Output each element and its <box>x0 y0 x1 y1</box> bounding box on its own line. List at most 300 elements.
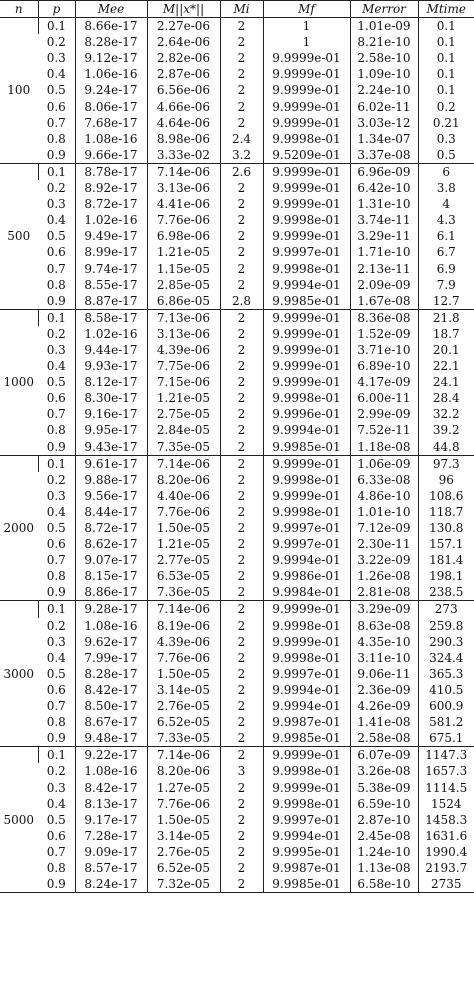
table-row <box>0 455 474 472</box>
cell-mx: 7.36e-05 <box>147 584 220 601</box>
cell-mx: 7.76e-06 <box>147 212 220 228</box>
cell-mtime: 24.1 <box>418 374 474 390</box>
cell-mi: 2 <box>220 650 263 666</box>
cell-p: 0.5 <box>46 83 66 98</box>
table-row <box>0 374 474 390</box>
table-row <box>0 244 474 260</box>
cell-mtime: 1990.4 <box>418 844 474 860</box>
cell-mf: 9.9999e-01 <box>263 309 350 326</box>
cell-mx: 6.56e-06 <box>147 82 220 98</box>
cell-mee: 8.55e-17 <box>75 277 147 293</box>
header-mf: Mf <box>263 1 350 18</box>
cell-p: 0.5 <box>46 375 66 390</box>
table-row <box>0 326 474 342</box>
cell-mtime: 198.1 <box>418 568 474 584</box>
table-row <box>0 828 474 844</box>
cell-mf: 9.9985e-01 <box>263 439 350 456</box>
cell-mee: 8.42e-17 <box>75 682 147 698</box>
cell-merror: 1.01e-10 <box>350 504 418 520</box>
cell-mi: 2 <box>220 876 263 893</box>
cell-mtime: 0.2 <box>418 99 474 115</box>
cell-merror: 6.00e-11 <box>350 390 418 406</box>
cell-mx: 1.21e-05 <box>147 536 220 552</box>
cell-mx: 8.20e-06 <box>147 472 220 488</box>
cell-mx: 6.86e-05 <box>147 293 220 310</box>
cell-mi: 2 <box>220 844 263 860</box>
cell-mi: 2 <box>220 374 263 390</box>
cell-mx: 2.87e-06 <box>147 66 220 82</box>
cell-p: 0.7 <box>46 407 66 422</box>
cell-mi: 2 <box>220 439 263 456</box>
cell-mf: 9.9997e-01 <box>263 812 350 828</box>
cell-merror: 6.59e-10 <box>350 796 418 812</box>
cell-mf: 9.9997e-01 <box>263 666 350 682</box>
cell-mf: 9.9994e-01 <box>263 277 350 293</box>
cell-mtime: 28.4 <box>418 390 474 406</box>
cell-mtime: 2193.7 <box>418 860 474 876</box>
table-row <box>0 196 474 212</box>
cell-mee: 8.62e-17 <box>75 536 147 552</box>
cell-p: 0.8 <box>46 715 66 730</box>
table-row <box>0 390 474 406</box>
table-row <box>0 439 474 456</box>
cell-merror: 4.26e-09 <box>350 698 418 714</box>
cell-mee: 8.44e-17 <box>75 504 147 520</box>
cell-mf: 9.9997e-01 <box>263 520 350 536</box>
cell-mtime: 18.7 <box>418 326 474 342</box>
cell-mf: 9.5209e-01 <box>263 147 350 164</box>
cell-mi: 2 <box>220 455 263 472</box>
cell-mf: 9.9998e-01 <box>263 261 350 277</box>
cell-p: 0.3 <box>46 342 66 357</box>
cell-mee: 8.58e-17 <box>75 309 147 326</box>
table-row <box>0 163 474 180</box>
cell-mx: 4.40e-06 <box>147 488 220 504</box>
cell-mf: 9.9987e-01 <box>263 714 350 730</box>
cell-mtime: 1458.3 <box>418 812 474 828</box>
cell-mtime: 21.8 <box>418 309 474 326</box>
cell-mee: 8.28e-17 <box>75 666 147 682</box>
cell-mf: 9.9987e-01 <box>263 860 350 876</box>
cell-mf: 9.9999e-01 <box>263 358 350 374</box>
cell-mx: 2.84e-05 <box>147 422 220 438</box>
table-row <box>0 520 474 536</box>
cell-mtime: 259.8 <box>418 618 474 634</box>
table-row <box>0 66 474 82</box>
cell-mee: 8.87e-17 <box>75 293 147 310</box>
cell-mf: 9.9999e-01 <box>263 326 350 342</box>
cell-mi: 2 <box>220 115 263 131</box>
table-row <box>0 714 474 730</box>
cell-mee: 8.06e-17 <box>75 99 147 115</box>
cell-mi: 2 <box>220 618 263 634</box>
table-header <box>0 1 474 18</box>
table-row <box>0 309 474 326</box>
cell-mf: 9.9999e-01 <box>263 196 350 212</box>
cell-mi: 2 <box>220 18 263 35</box>
cell-mee: 1.08e-16 <box>75 763 147 779</box>
cell-mf: 9.9999e-01 <box>263 50 350 66</box>
cell-p: 0.8 <box>46 423 66 438</box>
table-row <box>0 34 474 50</box>
cell-mx: 2.75e-05 <box>147 406 220 422</box>
cell-mi: 2 <box>220 390 263 406</box>
cell-p: 0.6 <box>46 245 66 260</box>
cell-mi: 2 <box>220 99 263 115</box>
cell-merror: 6.58e-10 <box>350 876 418 893</box>
cell-merror: 1.67e-08 <box>350 293 418 310</box>
cell-mx: 3.13e-06 <box>147 326 220 342</box>
cell-mee: 7.99e-17 <box>75 650 147 666</box>
cell-mf: 9.9998e-01 <box>263 504 350 520</box>
cell-mi: 2 <box>220 277 263 293</box>
cell-merror: 1.01e-09 <box>350 18 418 35</box>
cell-p: 0.6 <box>46 391 66 406</box>
cell-mf: 9.9998e-01 <box>263 212 350 228</box>
cell-merror: 1.71e-10 <box>350 244 418 260</box>
cell-mee: 9.95e-17 <box>75 422 147 438</box>
cell-mtime: 39.2 <box>418 422 474 438</box>
cell-mee: 9.48e-17 <box>75 730 147 747</box>
cell-mee: 9.09e-17 <box>75 844 147 860</box>
cell-mx: 2.85e-05 <box>147 277 220 293</box>
cell-mi: 2 <box>220 601 263 618</box>
cell-mf: 9.9999e-01 <box>263 601 350 618</box>
cell-mx: 6.53e-05 <box>147 568 220 584</box>
cell-mi: 2 <box>220 309 263 326</box>
cell-p: 0.6 <box>46 99 66 114</box>
table-row <box>0 730 474 747</box>
cell-mx: 7.14e-06 <box>147 747 220 764</box>
cell-mi: 2 <box>220 488 263 504</box>
cell-mee: 8.72e-17 <box>75 520 147 536</box>
cell-p: 0.2 <box>46 618 66 633</box>
cell-n: 5000 <box>3 812 35 827</box>
cell-n: 3000 <box>3 666 35 681</box>
cell-p: 0.9 <box>46 147 66 162</box>
cell-p: 0.9 <box>46 439 66 454</box>
cell-p: 0.9 <box>46 877 66 892</box>
cell-mx: 7.14e-06 <box>147 601 220 618</box>
cell-mee: 8.28e-17 <box>75 34 147 50</box>
cell-mee: 8.50e-17 <box>75 698 147 714</box>
cell-mi: 2 <box>220 812 263 828</box>
cell-mi: 2 <box>220 698 263 714</box>
cell-merror: 6.33e-08 <box>350 472 418 488</box>
cell-merror: 2.99e-09 <box>350 406 418 422</box>
cell-mx: 8.98e-06 <box>147 131 220 147</box>
header-n: n <box>14 2 23 16</box>
cell-p: 0.8 <box>46 131 66 146</box>
cell-p: 0.7 <box>46 115 66 130</box>
cell-merror: 3.22e-09 <box>350 552 418 568</box>
cell-mtime: 97.3 <box>418 455 474 472</box>
cell-mee: 9.74e-17 <box>75 261 147 277</box>
cell-mx: 1.50e-05 <box>147 520 220 536</box>
cell-merror: 3.74e-11 <box>350 212 418 228</box>
cell-mee: 9.62e-17 <box>75 634 147 650</box>
cell-merror: 1.26e-08 <box>350 568 418 584</box>
cell-mx: 6.98e-06 <box>147 228 220 244</box>
cell-mi: 2 <box>220 730 263 747</box>
cell-mtime: 0.1 <box>418 66 474 82</box>
table-row <box>0 228 474 244</box>
cell-merror: 3.29e-09 <box>350 601 418 618</box>
cell-mf: 9.9999e-01 <box>263 455 350 472</box>
cell-mee: 7.68e-17 <box>75 115 147 131</box>
cell-merror: 1.18e-08 <box>350 439 418 456</box>
cell-p: 0.3 <box>46 634 66 649</box>
cell-mtime: 273 <box>418 601 474 618</box>
cell-mee: 1.02e-16 <box>75 212 147 228</box>
cell-p: 0.2 <box>46 326 66 341</box>
cell-mtime: 4.3 <box>418 212 474 228</box>
table-row <box>0 422 474 438</box>
cell-mf: 9.9999e-01 <box>263 163 350 180</box>
table-row <box>0 358 474 374</box>
cell-merror: 4.86e-10 <box>350 488 418 504</box>
cell-p: 0.4 <box>46 359 66 374</box>
cell-mi: 2.8 <box>220 293 263 310</box>
cell-mf: 9.9995e-01 <box>263 844 350 860</box>
cell-merror: 2.87e-10 <box>350 812 418 828</box>
cell-mtime: 44.8 <box>418 439 474 456</box>
cell-mx: 7.33e-05 <box>147 730 220 747</box>
table-row <box>0 406 474 422</box>
cell-mtime: 22.1 <box>418 358 474 374</box>
cell-p: 0.4 <box>46 796 66 811</box>
table-row <box>0 552 474 568</box>
cell-mtime: 118.7 <box>418 504 474 520</box>
cell-mf: 9.9996e-01 <box>263 406 350 422</box>
table-row <box>0 698 474 714</box>
table-row <box>0 261 474 277</box>
cell-mf: 9.9986e-01 <box>263 568 350 584</box>
cell-mf: 1 <box>263 18 350 35</box>
cell-mf: 9.9994e-01 <box>263 552 350 568</box>
cell-merror: 3.26e-08 <box>350 763 418 779</box>
table-row <box>0 682 474 698</box>
cell-mx: 7.14e-06 <box>147 163 220 180</box>
table-row <box>0 876 474 893</box>
cell-mtime: 365.3 <box>418 666 474 682</box>
cell-mi: 2 <box>220 358 263 374</box>
cell-mtime: 4 <box>418 196 474 212</box>
cell-mee: 8.67e-17 <box>75 714 147 730</box>
cell-merror: 9.06e-11 <box>350 666 418 682</box>
cell-p: 0.5 <box>46 666 66 681</box>
cell-mf: 9.9998e-01 <box>263 650 350 666</box>
cell-mtime: 675.1 <box>418 730 474 747</box>
cell-p: 0.5 <box>46 229 66 244</box>
header-mee: Mee <box>75 1 147 18</box>
cell-n: 100 <box>7 83 31 98</box>
cell-mtime: 6 <box>418 163 474 180</box>
cell-p: 0.5 <box>46 521 66 535</box>
cell-mtime: 6.7 <box>418 244 474 260</box>
cell-mee: 1.08e-16 <box>75 618 147 634</box>
cell-merror: 6.07e-09 <box>350 747 418 764</box>
cell-mx: 7.75e-06 <box>147 358 220 374</box>
cell-n: 2000 <box>3 521 35 535</box>
table-row <box>0 618 474 634</box>
cell-p: 0.2 <box>46 35 66 50</box>
cell-mtime: 3.8 <box>418 180 474 196</box>
cell-mf: 9.9998e-01 <box>263 763 350 779</box>
cell-merror: 2.13e-11 <box>350 261 418 277</box>
cell-mi: 2 <box>220 520 263 536</box>
cell-mee: 1.08e-16 <box>75 131 147 147</box>
cell-mi: 2 <box>220 82 263 98</box>
cell-merror: 8.21e-10 <box>350 34 418 50</box>
cell-mi: 2 <box>220 536 263 552</box>
cell-mi: 2 <box>220 244 263 260</box>
table-row <box>0 131 474 147</box>
cell-mee: 8.99e-17 <box>75 244 147 260</box>
cell-mx: 1.15e-05 <box>147 261 220 277</box>
cell-merror: 8.36e-08 <box>350 309 418 326</box>
cell-mi: 2 <box>220 342 263 358</box>
cell-mtime: 1524 <box>418 796 474 812</box>
cell-p: 0.1 <box>38 747 75 764</box>
cell-mf: 9.9999e-01 <box>263 488 350 504</box>
cell-mx: 1.21e-05 <box>147 390 220 406</box>
table-row <box>0 536 474 552</box>
cell-mtime: 157.1 <box>418 536 474 552</box>
cell-p: 0.1 <box>38 163 75 180</box>
cell-mee: 8.12e-17 <box>75 374 147 390</box>
table-row <box>0 780 474 796</box>
cell-merror: 3.71e-10 <box>350 342 418 358</box>
cell-mf: 9.9998e-01 <box>263 131 350 147</box>
cell-mi: 2 <box>220 682 263 698</box>
cell-mf: 9.9999e-01 <box>263 115 350 131</box>
cell-mtime: 2735 <box>418 876 474 893</box>
cell-mx: 2.27e-06 <box>147 18 220 35</box>
cell-p: 0.7 <box>46 553 66 568</box>
cell-mx: 7.76e-06 <box>147 796 220 812</box>
cell-mf: 9.9999e-01 <box>263 99 350 115</box>
cell-mtime: 0.1 <box>418 34 474 50</box>
cell-mx: 4.41e-06 <box>147 196 220 212</box>
cell-mf: 9.9998e-01 <box>263 796 350 812</box>
cell-p: 0.2 <box>46 472 66 487</box>
table-row <box>0 568 474 584</box>
cell-merror: 3.29e-11 <box>350 228 418 244</box>
header-mx <box>147 1 220 18</box>
cell-mee: 9.16e-17 <box>75 406 147 422</box>
cell-p: 0.7 <box>46 261 66 276</box>
cell-mee: 9.17e-17 <box>75 812 147 828</box>
cell-mtime: 1147.3 <box>418 747 474 764</box>
cell-p: 0.7 <box>46 844 66 859</box>
cell-mtime: 20.1 <box>418 342 474 358</box>
cell-merror: 2.58e-10 <box>350 50 418 66</box>
cell-mx: 6.52e-05 <box>147 714 220 730</box>
cell-mee: 9.66e-17 <box>75 147 147 164</box>
cell-mi: 2 <box>220 261 263 277</box>
cell-mee: 9.49e-17 <box>75 228 147 244</box>
cell-mtime: 324.4 <box>418 650 474 666</box>
cell-merror: 1.31e-10 <box>350 196 418 212</box>
group-n-2000 <box>0 455 474 601</box>
cell-mi: 2 <box>220 568 263 584</box>
cell-mi: 2 <box>220 422 263 438</box>
table-row <box>0 277 474 293</box>
cell-mx: 2.76e-05 <box>147 844 220 860</box>
table-row <box>0 180 474 196</box>
cell-p: 0.6 <box>46 682 66 697</box>
cell-n: 500 <box>7 229 31 244</box>
cell-mi: 2 <box>220 196 263 212</box>
cell-mtime: 600.9 <box>418 698 474 714</box>
cell-mf: 9.9999e-01 <box>263 634 350 650</box>
header-merror: Merror <box>350 1 418 18</box>
cell-mee: 8.24e-17 <box>75 876 147 893</box>
cell-mtime: 290.3 <box>418 634 474 650</box>
cell-mtime: 1657.3 <box>418 763 474 779</box>
table-row <box>0 844 474 860</box>
cell-mi: 2 <box>220 326 263 342</box>
cell-mtime: 108.6 <box>418 488 474 504</box>
cell-mtime: 181.4 <box>418 552 474 568</box>
table-row <box>0 650 474 666</box>
cell-mf: 9.9994e-01 <box>263 828 350 844</box>
cell-mi: 2 <box>220 747 263 764</box>
cell-p: 0.9 <box>46 731 66 746</box>
cell-merror: 4.35e-10 <box>350 634 418 650</box>
cell-mtime: 96 <box>418 472 474 488</box>
cell-mx: 8.20e-06 <box>147 763 220 779</box>
cell-mf: 9.9998e-01 <box>263 618 350 634</box>
cell-mx: 7.32e-05 <box>147 876 220 893</box>
table-row <box>0 666 474 682</box>
header-mtime: Mtime <box>418 1 474 18</box>
cell-mtime: 1631.6 <box>418 828 474 844</box>
cell-merror: 1.06e-09 <box>350 455 418 472</box>
cell-mx: 4.64e-06 <box>147 115 220 131</box>
cell-mee: 9.07e-17 <box>75 552 147 568</box>
cell-mi: 2 <box>220 552 263 568</box>
cell-merror: 3.11e-10 <box>350 650 418 666</box>
table-row <box>0 584 474 601</box>
cell-mee: 9.88e-17 <box>75 472 147 488</box>
cell-mi: 2 <box>220 796 263 812</box>
cell-mee: 9.93e-17 <box>75 358 147 374</box>
cell-mf: 9.9999e-01 <box>263 66 350 82</box>
cell-mee: 1.06e-16 <box>75 66 147 82</box>
cell-mx: 1.21e-05 <box>147 244 220 260</box>
cell-mf: 9.9998e-01 <box>263 390 350 406</box>
cell-mee: 8.42e-17 <box>75 780 147 796</box>
cell-mtime: 581.2 <box>418 714 474 730</box>
cell-mx: 7.76e-06 <box>147 650 220 666</box>
cell-merror: 5.38e-09 <box>350 780 418 796</box>
cell-merror: 2.24e-10 <box>350 82 418 98</box>
cell-mee: 8.57e-17 <box>75 860 147 876</box>
cell-merror: 1.13e-08 <box>350 860 418 876</box>
table-row <box>0 342 474 358</box>
cell-p: 0.5 <box>46 812 66 827</box>
cell-mi: 2 <box>220 634 263 650</box>
cell-mee: 9.28e-17 <box>75 601 147 618</box>
cell-mee: 8.30e-17 <box>75 390 147 406</box>
group-n-3000 <box>0 601 474 747</box>
cell-mtime: 7.9 <box>418 277 474 293</box>
cell-merror: 2.30e-11 <box>350 536 418 552</box>
cell-mx: 2.82e-06 <box>147 50 220 66</box>
cell-p: 0.1 <box>38 309 75 326</box>
